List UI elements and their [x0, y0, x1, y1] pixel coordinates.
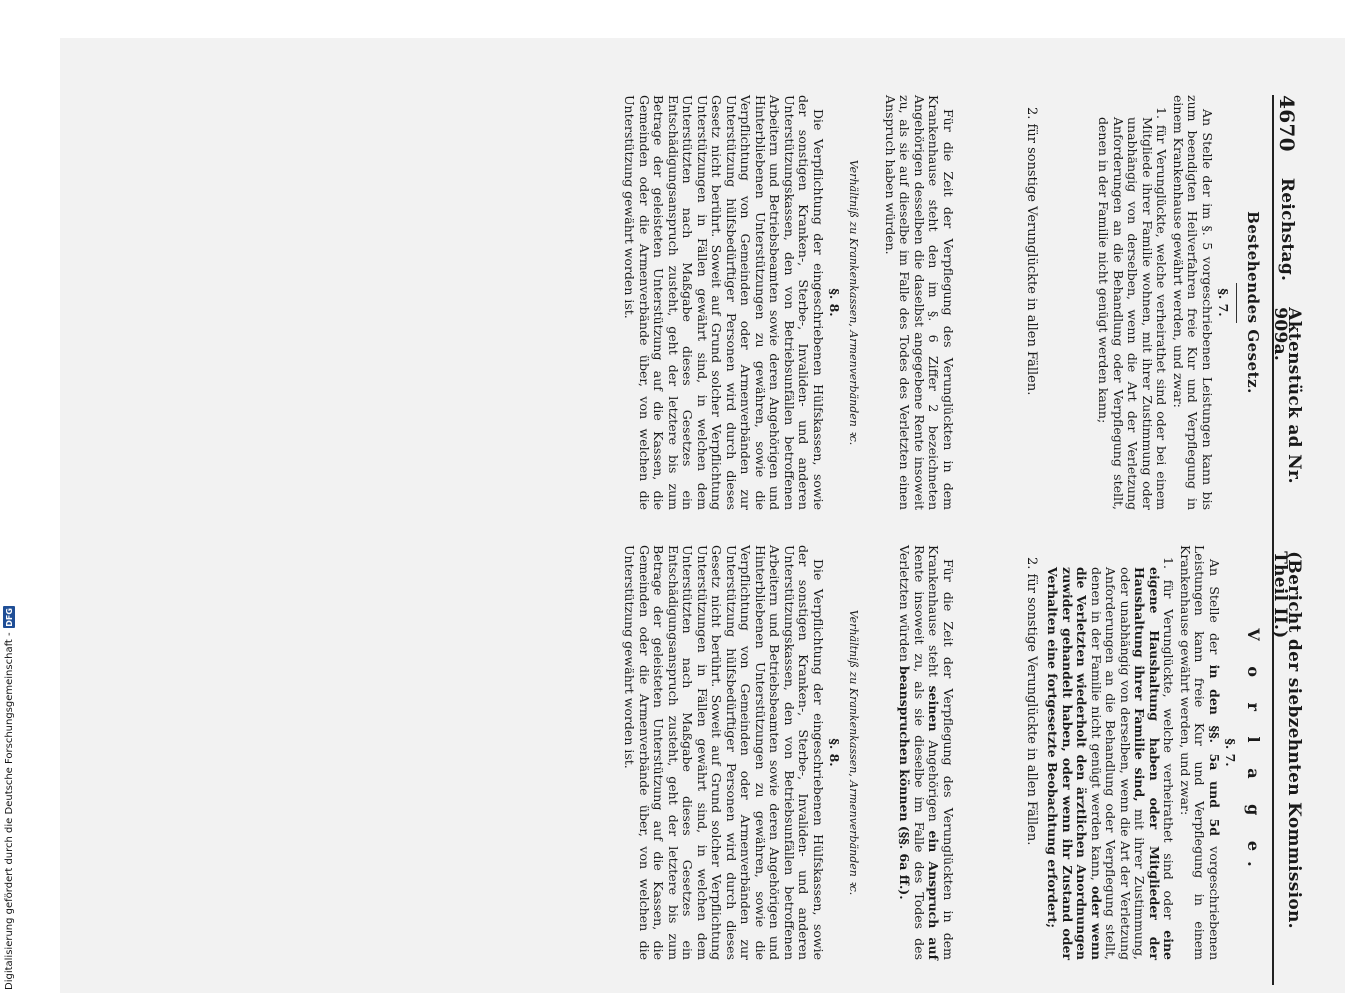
right-column-title: V o r l a g e. — [1244, 628, 1263, 877]
bold-amendment: ein Anspruch auf — [926, 830, 942, 960]
section-7-number: §. 7. — [1223, 738, 1239, 767]
section-7-item-1 — [1045, 557, 1176, 960]
section-7-list — [1045, 557, 1176, 960]
bold-amendment: seinen — [926, 685, 942, 732]
page-header — [1270, 95, 1305, 985]
section-7-text — [1178, 545, 1222, 960]
bold-amendment: eine eigene Haushaltung haben oder Mitglieder der Haushaltung ihrer Familie sind, — [1132, 567, 1177, 960]
bold-amendment: in den §§. 5a und 5d — [1207, 664, 1222, 837]
section-8-heading: Verhältniß zu Krankenkassen, Armenverbänden ꝛc. — [847, 609, 860, 896]
dfg-logo-icon: DFG — [4, 608, 14, 627]
left-column-existing-law — [1094, 95, 1260, 510]
section-7-paragraph-2 — [897, 545, 955, 960]
credit-text: Digitalisierung gefördert durch die Deutsche Forschungsgemeinschaft - — [3, 632, 15, 990]
section-7-number: §. 7. — [1216, 288, 1232, 317]
page-number: 4670 — [1275, 95, 1300, 152]
section-8-heading: Verhältniß zu Krankenkassen, Armenverbänden ꝛc. — [847, 159, 860, 446]
text-span: mit ihrer Zustimmung, oder unabhängig von derselben, wenn die Art der Verletzung Anforderungen an die Behandlung oder Verpflegung stellt, denen in der Familie nicht genügt werden kann, — [1089, 567, 1148, 960]
document-description: (Bericht der siebzehnten Kommission. Theil II.) — [1270, 551, 1305, 929]
text-span: Für die Zeit der Verpflegung des Verunglückten in dem Krankenhause steht — [926, 545, 956, 960]
right-item-2-block — [1024, 545, 1039, 960]
right-column-proposal — [1043, 545, 1263, 960]
text-span: Rente insoweit zu, als sie dieselbe im Falle des Todes des Verletzten würden — [897, 545, 927, 960]
section-7-list — [1096, 107, 1169, 510]
section-8-number: §. 8. — [827, 288, 843, 317]
section-7-text: An Stelle der im §. 5 vorgeschriebenen Leistungen kann bis zum beendigten Heilverfahren freie Kur und Verpflegung in einem Krankenhause gewährt werden, und zwar: — [1171, 95, 1215, 510]
document-page — [300, 95, 1305, 985]
text-span: Angehörigen — [926, 731, 942, 831]
document-reference: Aktenstück ad Nr. 909a. — [1270, 307, 1305, 484]
left-para-2-block — [881, 95, 956, 510]
section-8-text: Die Verpflichtung der eingeschriebenen Hülfskassen, sowie der sonstigen Kranken-, Sterbe-, Invaliden- und anderen Unterstützungskassen, den von Betriebsunfällen betroffenen Arbeitern und Betriebsbeamten sowie deren Angehörigen und Hinterbliebenen Unterstützungen zu gewähren, sowie die Verpflichtung von Gemeinden oder Armenverbänden zur Unterstützung hülfsbedürftiger Personen wird durch dieses Gesetz nicht berührt. Soweit auf Grund solcher Verpflichtung Unterstützungen in Fällen gewährt sind, in welchen dem Unterstützten nach Maßgabe dieses Gesetzes ein Entschädigungsanspruch zusteht, geht der letztere bis zum Betrage der geleisteten Unterstützung auf die Kassen, die Gemeinden oder die Armenverbände über, von welchen die Unterstützung gewährt worden ist. — [622, 545, 826, 960]
section-7-item-1: 1. für Verunglückte, welche verheirathet sind oder bei einem Mitgliede ihrer Familie wohnen, mit ihrer Zustimmung oder unabhängig von derselben, wenn die Art der Verletzung Anforderungen an die Behandlung oder Verpflegung stellt, denen in der Familie nicht genügt werden kann; — [1096, 107, 1170, 510]
title-divider — [1237, 283, 1238, 323]
publication-name: Reichstag. — [1277, 177, 1298, 282]
section-7-paragraph-2: Für die Zeit der Verpflegung des Verunglückten in dem Krankenhause steht den im §. 6 Ziffer 2 bezeichneten Angehörigen desselben die daselbst angegebene Rente insoweit zu, als sie auf dieselbe im Falle des Todes des Verletzten einen Anspruch haben würden. — [883, 95, 956, 510]
bold-amendment: oder wenn die Verletzten wiederholt den ärztlichen Anordnungen zuwider gehandelt haben, oder wenn ihr Zustand oder Verhalten eine fortgesetzte Beobachtung erfordert; — [1045, 567, 1104, 960]
left-item-2-block — [1024, 95, 1039, 510]
section-7-item-2: 2. für sonstige Verunglückte in allen Fällen. — [1024, 557, 1039, 846]
bold-amendment: beanspruchen können (§§. 6a ff.). — [897, 665, 913, 900]
text-span: An Stelle der — [1207, 559, 1222, 665]
digitization-credit — [1, 0, 17, 1000]
right-section-8-block — [620, 545, 860, 960]
right-para-2-block — [895, 545, 955, 960]
left-section-8-block — [620, 95, 860, 510]
section-8-number: §. 8. — [827, 738, 843, 767]
section-7-item-2: 2. für sonstige Verunglückte in allen Fällen. — [1024, 107, 1039, 396]
text-span: vorgeschriebenen Leistungen kann freie Kur und Verpflegung in einem Krankenhause gewährt werden, und zwar: — [1178, 545, 1222, 960]
left-column-title: Bestehendes Gesetz. — [1244, 211, 1262, 394]
text-span: 1. für Verunglückte, welche verheirathet sind oder — [1161, 557, 1177, 931]
section-8-text: Die Verpflichtung der eingeschriebenen Hülfskassen, sowie der sonstigen Kranken-, Sterbe-, Invaliden- und anderen Unterstützungskassen, den von Betriebsunfällen betroffenen Arbeitern und Betriebsbeamten sowie deren Angehörigen und Hinterbliebenen Unterstützungen zu gewähren, sowie die Verpflichtung von Gemeinden oder Armenverbänden zur Unterstützung hülfsbedürftiger Personen wird durch dieses Gesetz nicht berührt. Soweit auf Grund solcher Verpflichtung Unterstützungen in Fällen gewährt sind, in welchen dem Unterstützten nach Maßgabe dieses Gesetzes ein Entschädigungsanspruch zusteht, geht der letztere bis zum Betrage der geleisteten Unterstützung auf die Kassen, die Gemeinden oder die Armenverbände über, von welchen die Unterstützung gewährt worden ist. — [622, 95, 826, 510]
